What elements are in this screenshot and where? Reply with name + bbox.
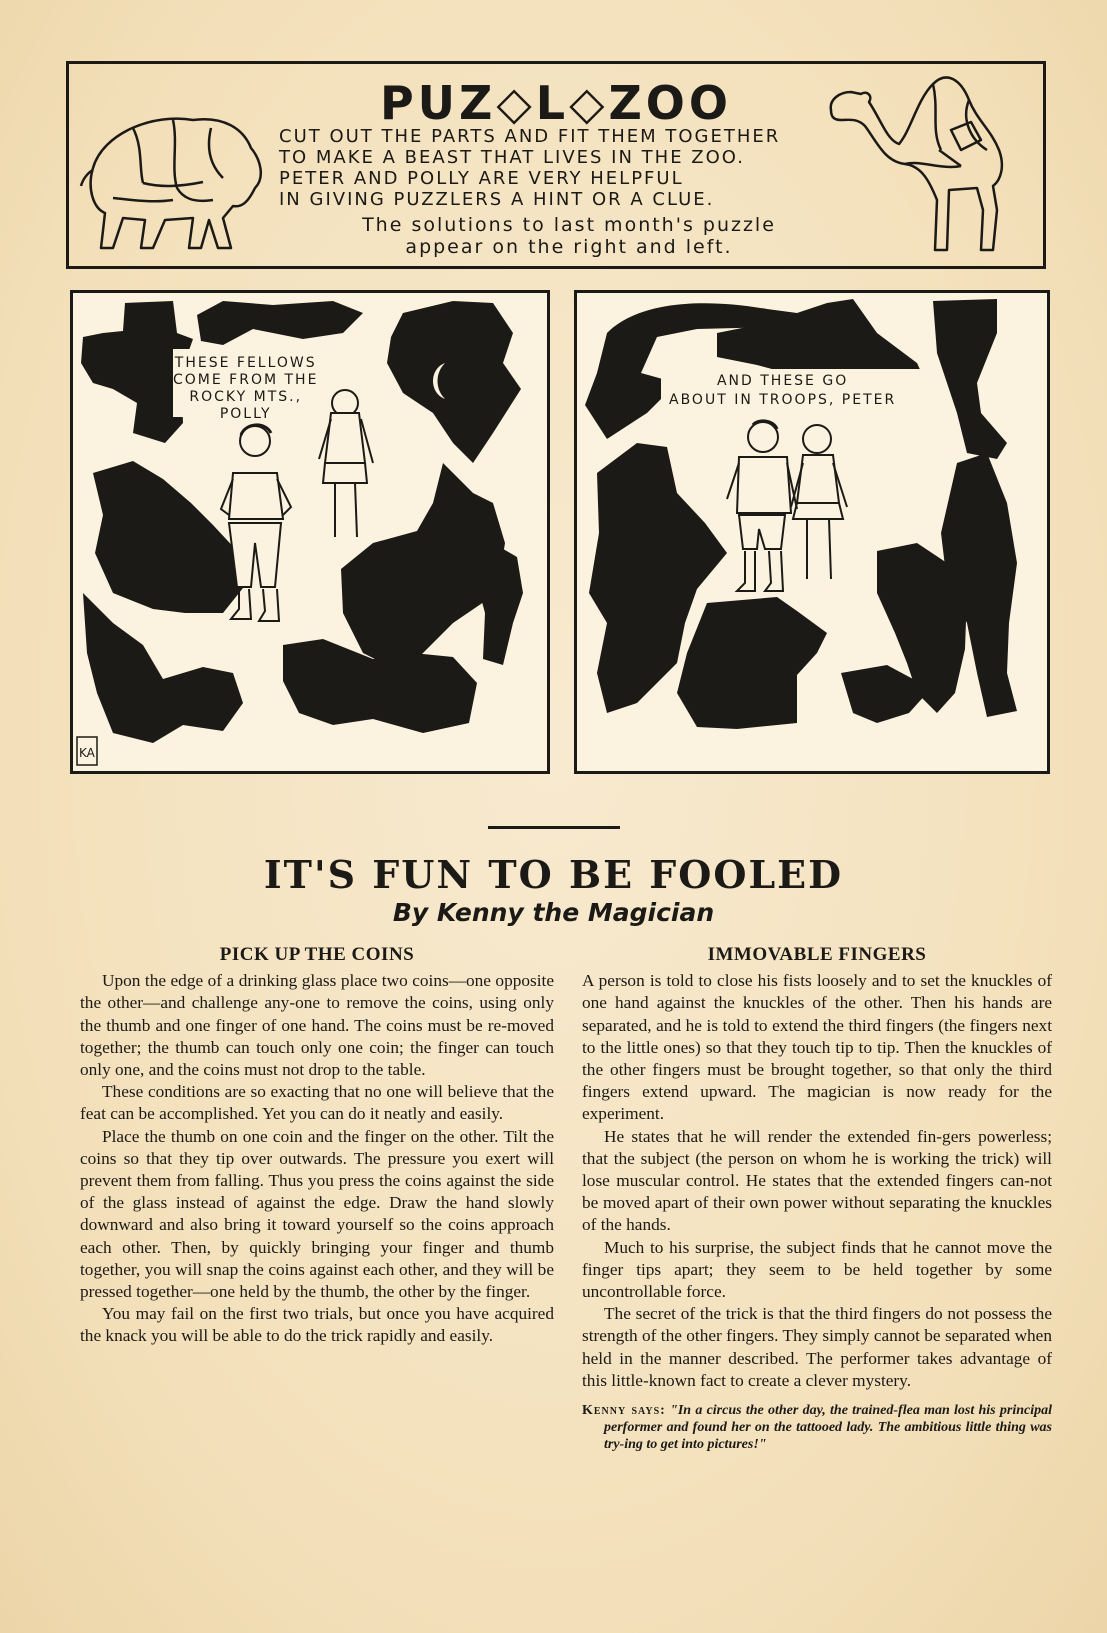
puzzle-piece xyxy=(341,463,505,673)
puzzle-piece xyxy=(677,597,827,729)
bubble-line: ROCKY MTS., xyxy=(189,389,303,405)
article-column-left xyxy=(80,944,554,1348)
puzzle-pieces-right xyxy=(577,293,1047,771)
banner-solution-note xyxy=(299,214,839,258)
solution-line-1: The solutions to last month's puzzle xyxy=(362,214,776,236)
paragraph: A person is told to close his fists loosely and to set the knuckles of one hand against the knuckles of the other. Then his hands are separated, and he is told to extend the third fingers (the fingers next to the little ones) so that they touch tip to tip. Then the knuckles of the other fingers must be brought together, so that only the third fingers extend upward. The magician is now ready for the experiment. xyxy=(582,971,1052,1124)
banner-line: PETER AND POLLY ARE VERY HELPFUL xyxy=(279,168,684,189)
kenny-says-label: Kenny says: xyxy=(582,1403,666,1419)
puz-l-zoo-banner xyxy=(66,61,1046,269)
artist-signature: KA xyxy=(79,746,95,760)
puzzle-panel-right xyxy=(574,290,1050,774)
puzzle-piece xyxy=(933,299,1007,459)
paragraph: You may fail on the first two trials, but once you have acquired the knack you will be able to do the trick rapidly and easily. xyxy=(80,1304,554,1346)
bubble-line: THESE FELLOWS xyxy=(174,355,317,371)
section-divider xyxy=(488,826,620,829)
bubble-line: ABOUT IN TROOPS, PETER xyxy=(669,392,897,408)
paragraph: Much to his surprise, the subject finds that he cannot move the finger tips apart; they seem to be held together by some uncontrollable force. xyxy=(582,1237,1052,1302)
article-title: IT'S FUN TO BE FOOLED xyxy=(263,852,844,897)
paragraph: These conditions are so exacting that no one will believe that the feat can be accomplished. Yet you can do it neatly and easily. xyxy=(80,1082,554,1124)
banner-line: CUT OUT THE PARTS AND FIT THEM TOGETHER xyxy=(279,126,781,147)
article-column-right xyxy=(582,944,1052,1453)
section-heading: PICK UP THE COINS xyxy=(219,944,415,965)
article-byline: By Kenny the Magician xyxy=(392,898,715,927)
bubble-line: AND THESE GO xyxy=(716,373,849,389)
puzzle-piece xyxy=(83,593,243,743)
speech-bubble-left xyxy=(173,355,318,423)
banner-line: TO MAKE A BEAST THAT LIVES IN THE ZOO. xyxy=(279,147,745,168)
kenny-says-quote: "In a circus the other day, the trained-flea man lost his principal performer and found her on the tattooed lady. The ambitious little thing was try-ing to get into pictures!" xyxy=(604,1403,1052,1453)
speech-bubble-right xyxy=(669,373,896,409)
puzzle-panel-left xyxy=(70,290,550,774)
bubble-line: COME FROM THE xyxy=(173,372,319,388)
kenny-says-note xyxy=(582,1402,1052,1453)
section-heading: IMMOVABLE FINGERS xyxy=(707,944,927,965)
banner-title: PUZ◇L◇ZOO xyxy=(379,76,733,130)
bubble-line: POLLY xyxy=(219,406,272,422)
solution-line-2: appear on the right and left. xyxy=(405,236,733,258)
puzzle-piece xyxy=(197,301,363,345)
paragraph: The secret of the trick is that the third fingers do not possess the strength of the other fingers. They simply cannot be separated when held in the manner described. The performer takes advantage of this little-known fact to create a clever mystery. xyxy=(582,1304,1052,1390)
puzzle-piece xyxy=(387,301,521,463)
paragraph: He states that he will render the extended fin-gers powerless; that the subject (the person on whom he is working the trick) will lose muscular control. He states that the extended fingers can-not be moved apart of their own power without separating the knuckles of the hands. xyxy=(582,1126,1052,1235)
paragraph: Place the thumb on one coin and the finger on the other. Tilt the coins so that they tip over outwards. The pressure you exert will prevent them from falling. Thus you press the coins against the side of the glass instead of against the edge. Draw the hand slowly downward and also bring it toward yourself so the coins approach each other. Then, by quickly bringing your finger and thumb together, you will snap the coins against each other, and they will be pressed together—one held by the thumb, the other by the finger. xyxy=(80,1126,554,1302)
banner-instructions xyxy=(279,126,929,210)
bison-outline-illustration xyxy=(73,108,273,258)
banner-line: IN GIVING PUZZLERS A HINT OR A CLUE. xyxy=(279,189,715,210)
puzzle-piece xyxy=(93,461,247,613)
paragraph: Upon the edge of a drinking glass place two coins—one opposite the other—and challenge any-one to remove the coins, using only the thumb and one finger of one hand. The coins must be re-moved together; the thumb can touch only one coin; the finger can touch only one, and the coins must not drop to the table. xyxy=(80,971,554,1080)
